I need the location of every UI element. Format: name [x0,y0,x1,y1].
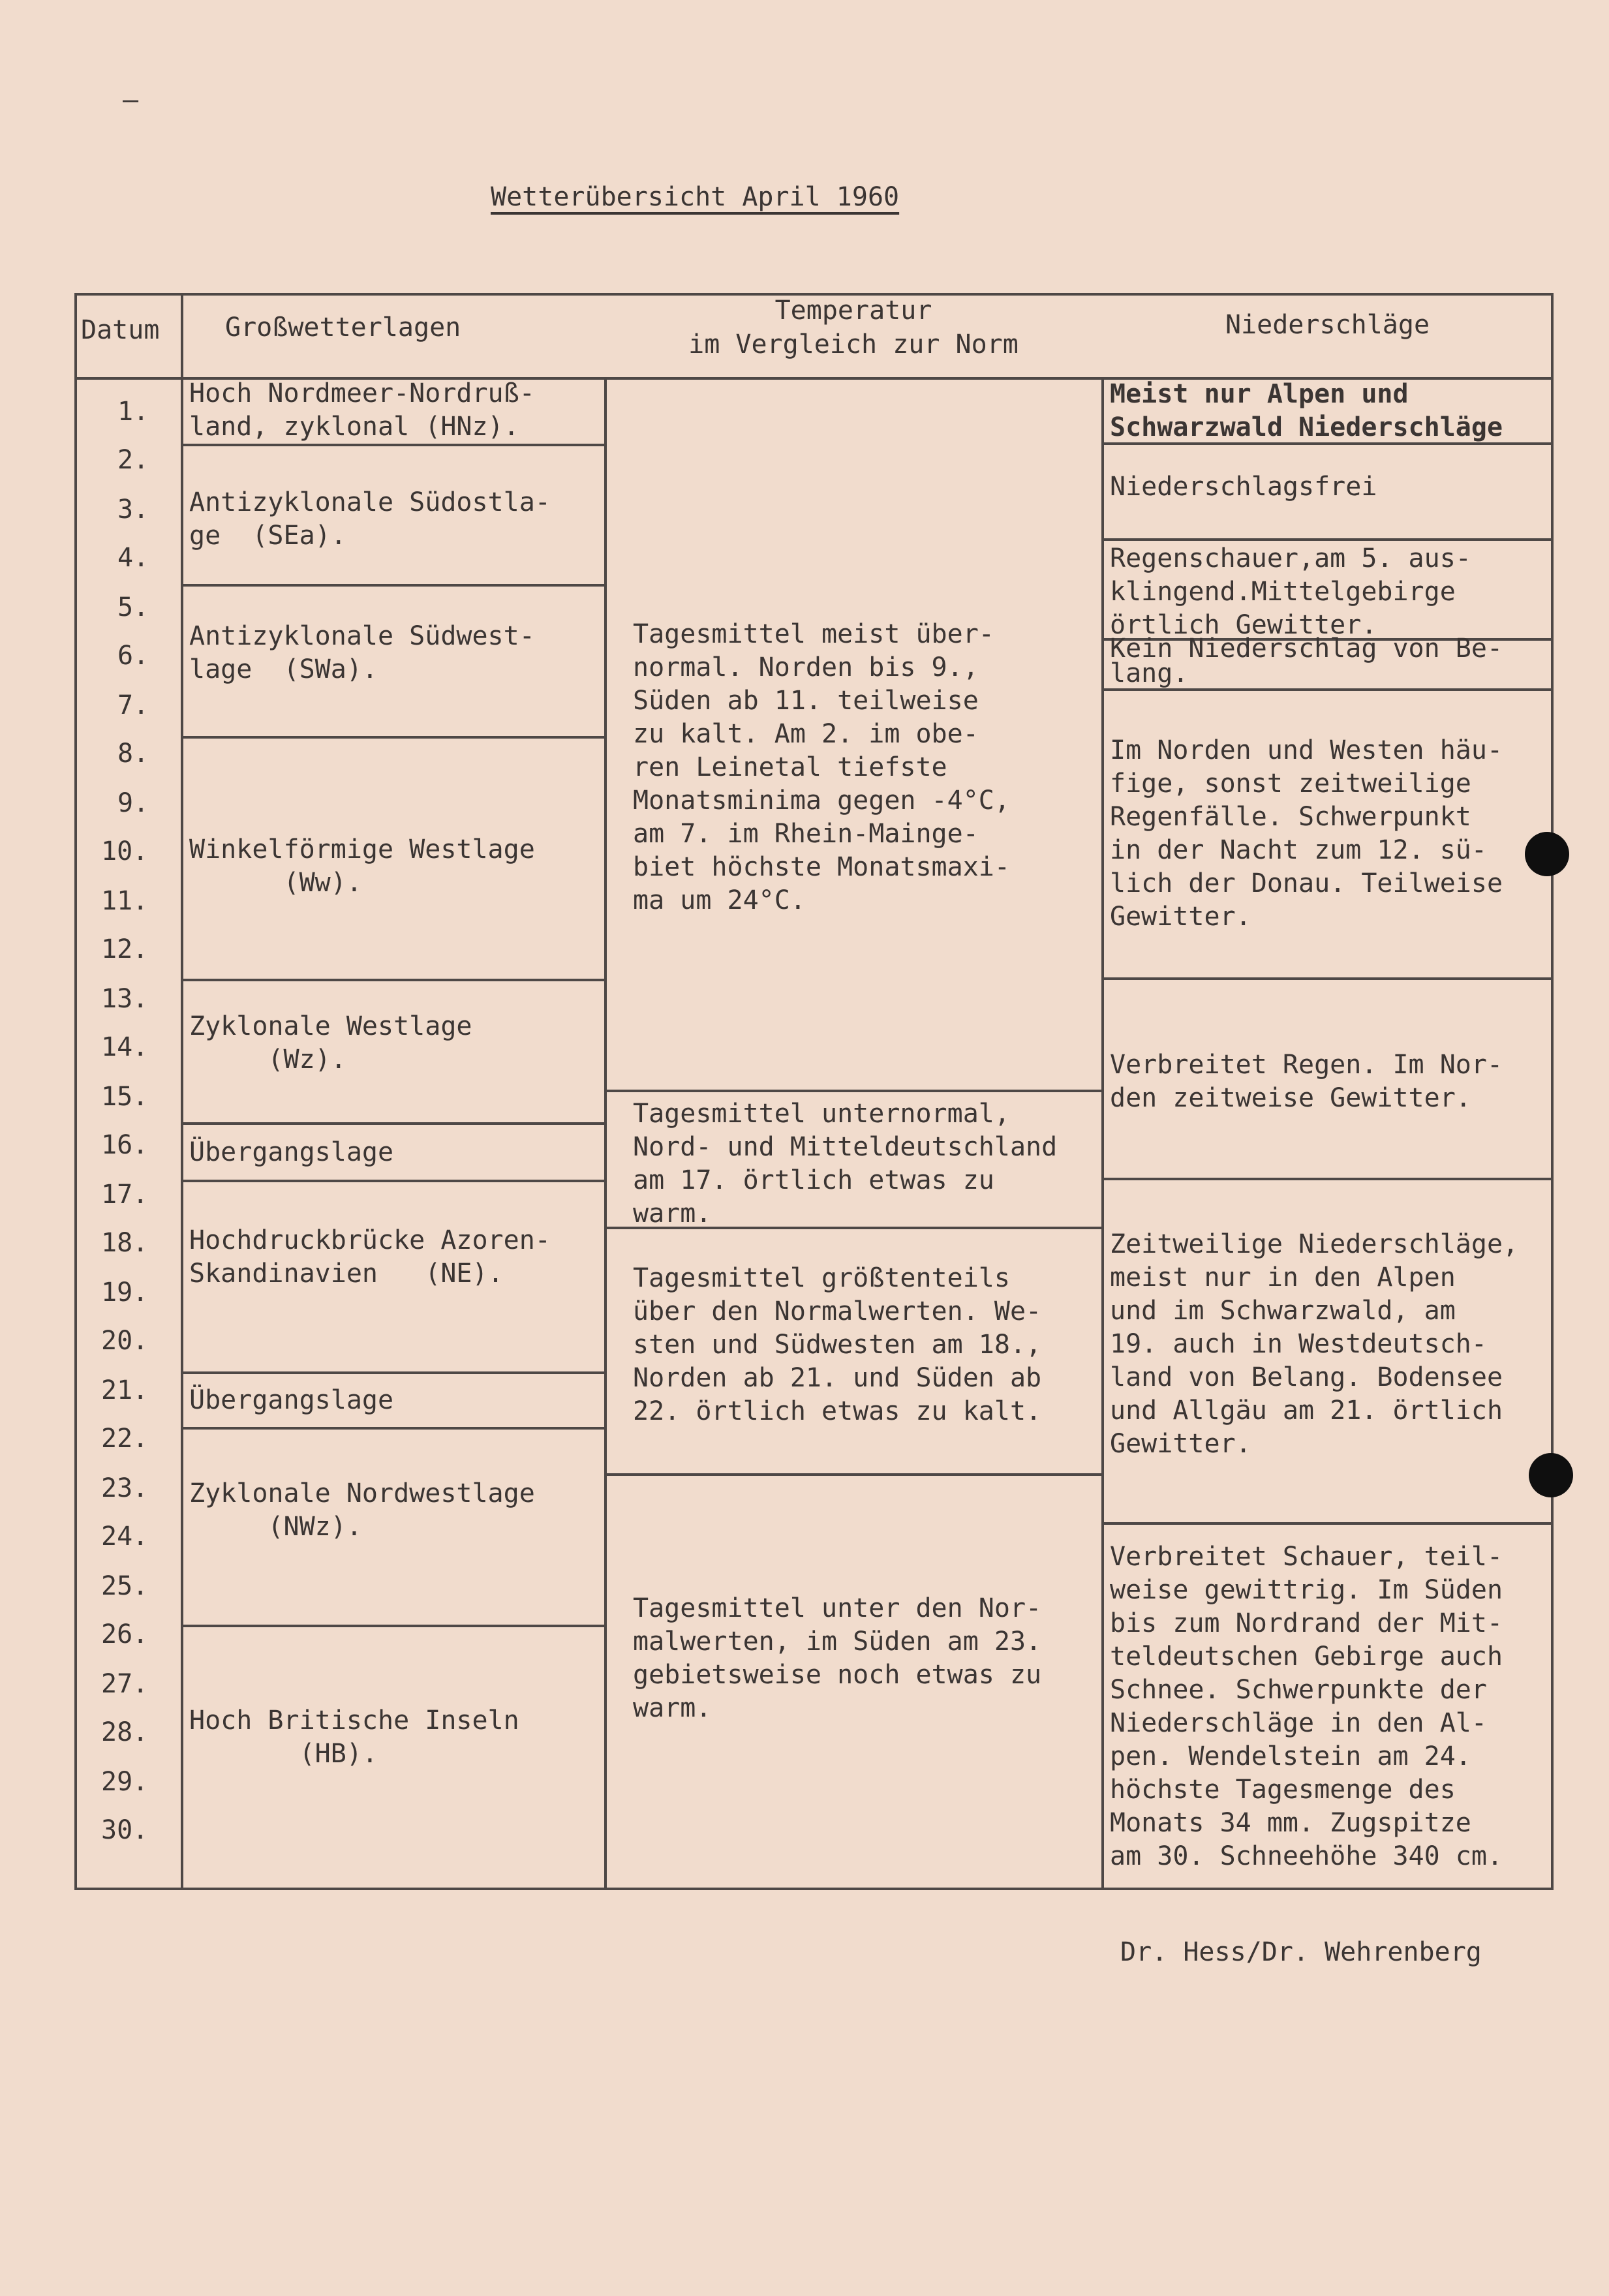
date-17: 17. [101,1180,149,1210]
lage-wz: Zyklonale Westlage (Wz). [189,1011,472,1075]
date-26: 26. [101,1619,149,1649]
niederschlag-4: Kein Niederschlag von Be- lang. [1110,634,1503,688]
lage-nwz: Zyklonale Nordwestlage (NWz). [189,1478,535,1542]
niederschlag-2: Niederschlagsfrei [1110,472,1377,502]
date-5: 5. [117,592,149,622]
date-3: 3. [117,495,149,525]
lage-ne: Hochdruckbrücke Azoren- Skandinavien (NE). [189,1225,551,1289]
niederschlag-6: Verbreitet Regen. Im Nor- den zeitweise Gewitter. [1110,1050,1503,1113]
temperatur-3: Tagesmittel größtenteils über den Normalwerten. We- sten und Südwesten am 18., Norden ab 21. und Süden ab 22. örtlich etwas zu kalt. [633,1263,1042,1426]
niederschlag-3: Regenschauer,am 5. aus- klingend.Mittelgebirge örtlich Gewitter. [1110,543,1471,640]
date-9: 9. [117,788,149,818]
date-7: 7. [117,690,149,720]
lage-swa: Antizyklonale Südwest- lage (SWa). [189,621,535,684]
date-27: 27. [101,1669,149,1699]
temperatur-2: Tagesmittel unternormal, Nord- und Mitteldeutschland am 17. örtlich etwas zu warm. [633,1099,1058,1229]
date-13: 13. [101,984,149,1014]
punch-hole-top [1525,832,1569,876]
date-21: 21. [101,1375,149,1405]
date-2: 2. [117,445,149,475]
date-8: 8. [117,739,149,769]
date-18: 18. [101,1228,149,1258]
niederschlag-7: Zeitweilige Niederschläge, meist nur in den Alpen und im Schwarzwald, am 19. auch in Westdeutsch- land von Belang. Bodensee und Allgäu am 21. örtlich Gewitter. [1110,1229,1519,1459]
niederschlag-5: Im Norden und Westen häu- fige, sonst zeitweilige Regenfälle. Schwerpunkt in der Nacht zum 12. sü- lich der Donau. Teilweise Gewitter. [1110,735,1503,932]
lage-sea: Antizyklonale Südostla- ge (SEa). [189,487,551,551]
date-1: 1. [117,397,149,427]
date-4: 4. [117,543,149,573]
date-6: 6. [117,641,149,671]
date-12: 12. [101,934,149,964]
page-title: Wetterübersicht April 1960 [491,182,900,212]
date-15: 15. [101,1082,149,1112]
date-29: 29. [101,1767,149,1797]
header-temperatur: Temperatur im Vergleich zur Norm [688,296,1019,360]
temperatur-4: Tagesmittel unter den Nor- malwerten, im Süden am 23. gebietsweise noch etwas zu warm. [633,1593,1042,1723]
date-30: 30. [101,1815,149,1845]
date-22: 22. [101,1424,149,1454]
date-24: 24. [101,1522,149,1552]
date-19: 19. [101,1278,149,1308]
date-23: 23. [101,1473,149,1503]
punch-hole-bottom [1529,1453,1573,1497]
signature: Dr. Hess/Dr. Wehrenberg [1120,1937,1482,1967]
header-grosswetterlagen: Großwetterlagen [225,313,461,343]
date-25: 25. [101,1571,149,1601]
header-niederschlaege: Niederschläge [1225,310,1430,340]
niederschlag-8: Verbreitet Schauer, teil- weise gewittrig. Im Süden bis zum Nordrand der Mit- teldeutschen Gebirge auch Schnee. Schwerpunkte der Niederschläge in den Al- pen. Wendelstein am 24. höchste Tagesmenge des Monats 34 mm. Zugspitze am 30. Schneehöhe 340 cm. [1110,1542,1503,1871]
date-20: 20. [101,1326,149,1356]
top-mark: – [123,85,139,115]
lage-hnz: Hoch Nordmeer-Nordruß- land, zyklonal (HNz). [189,378,535,442]
date-10: 10. [101,836,149,866]
niederschlag-1: Meist nur Alpen und Schwarzwald Niederschläge [1110,379,1503,442]
header-datum: Datum [81,315,160,345]
temperatur-1: Tagesmittel meist über- normal. Norden bis 9., Süden ab 11. teilweise zu kalt. Am 2. im obe- ren Leinetal tiefste Monatsminima gegen -4°C, am 7. im Rhein-Mainge- biet höchste Monatsmaxi- ma um 24°C. [633,619,1010,915]
lage-uebergang-1: Übergangslage [189,1137,394,1167]
date-11: 11. [101,886,149,916]
date-28: 28. [101,1717,149,1747]
lage-uebergang-2: Übergangslage [189,1385,394,1415]
date-14: 14. [101,1032,149,1062]
lage-ww: Winkelförmige Westlage (Ww). [189,834,535,898]
lage-hb: Hoch Britische Inseln (HB). [189,1706,519,1769]
date-16: 16. [101,1130,149,1160]
